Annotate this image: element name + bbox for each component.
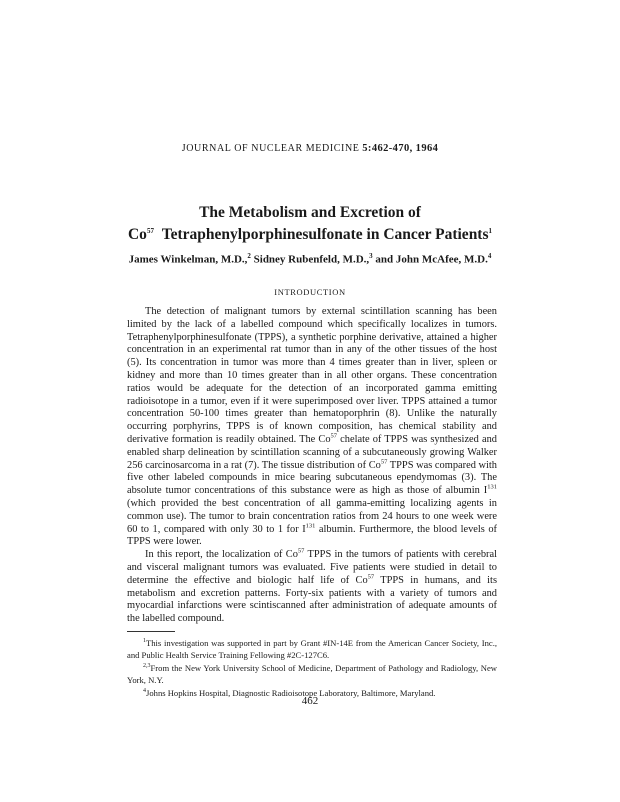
footnotes <box>127 638 497 702</box>
title-compound: Tetraphenylporphinesulfonate in Cancer Patients <box>161 226 489 244</box>
p1-text-b: chelate of TPPS was synthesized and enabled sharp delineation by scintillation scanning of a subcutaneously growing Walker 256 carcinosarcoma in a rat (7). The tissue distribution of Co <box>127 433 497 471</box>
p2-text-b: TPPS in the tumors of patients with cerebral and visceral malignant tumors was evaluated. Five patients were studied in detail to determine the effective and biologic half life of Co <box>127 549 497 586</box>
footnote-2-mark: 2,3 <box>143 663 151 670</box>
p1-sup-1: 57 <box>330 432 338 440</box>
p1-text-d: (which provided the best concentration of all gamma-emitting localizing agents in common use). The tumor to brain concentration ratios from 24 hours to one week were 60 to 1, compared with only 30 to 1 for I <box>127 497 497 535</box>
p2-sup-1: 57 <box>297 547 305 555</box>
p2-sup-2: 57 <box>367 573 375 581</box>
paragraph-1 <box>127 306 497 549</box>
p2-text-c: TPPS in humans, and its metabolism and excretion patterns. Forty-six patients with a variety of tumors and myocardial infarctions were scintiscanned after administration of adequate amounts of the labelled compound. <box>127 574 497 625</box>
footnote-2-text: From the New York University School of Medicine, Department of Pathology and Radiology, New York, N.Y. <box>127 663 497 685</box>
p1-text-e: albumin. Furthermore, the blood levels of TPPS were lower. <box>127 523 497 548</box>
p1-text-a: The detection of malignant tumors by external scintillation scanning has been limited by the lack of a labelled compound which specifically localizes in tumors. Tetraphenylporphinesulfonate (TPPS), a synthetic porphine derivative, attained a higher concentration in an experimental rat tumor than in any of the other tissues of the host (5). Its concentration in tumor was more than 4 times greater than in liver, spleen or kidney and more than 10 times greater than in all other organs. These concentration ratios would be adequate for the detection of an incorporated gamma emitting radioisotope in a tumor, even if it were superimposed over liver. TPPS attained a tumor concentration 50-100 times greater than hematoporphrin (8). Unlike the naturally occurring porphyrins, TPPS is of known composition, has chemical stability and derivative formation is readily obtained. The Co <box>127 306 497 445</box>
footnote-2 <box>127 663 497 686</box>
author-line <box>40 252 580 266</box>
footnote-1-text: This investigation was supported in part by Grant #IN-14E from the American Cancer Society, Inc., and Public Health Service Training Fellowing #2C-127C6. <box>127 638 497 660</box>
body-text <box>127 306 497 626</box>
article-title <box>40 203 580 244</box>
author-2-note: 3 <box>369 252 373 260</box>
author-2: Sidney Rubenfeld, M.D., <box>253 253 370 266</box>
title-element: Co <box>127 226 147 244</box>
author-1-note: 2 <box>247 252 251 260</box>
paragraph-2 <box>127 549 497 626</box>
running-header <box>0 143 620 154</box>
footnote-1 <box>127 638 497 661</box>
section-heading: INTRODUCTION <box>274 287 346 297</box>
journal-citation: 5:462-470, 1964 <box>362 143 439 154</box>
author-3-note: 4 <box>487 252 492 260</box>
p1-sup-3: 131 <box>487 483 497 491</box>
title-footnote-mark: 1 <box>488 227 493 235</box>
footnote-divider <box>127 631 175 632</box>
author-conjunction: and <box>375 253 394 266</box>
footnote-3-text: Johns Hopkins Hospital, Diagnostic Radioisotope Laboratory, Baltimore, Maryland. <box>146 688 436 698</box>
journal-name: JOURNAL OF NUCLEAR MEDICINE <box>181 143 360 154</box>
p2-text-a: In this report, the localization of Co <box>145 549 298 561</box>
title-line-2 <box>40 222 580 244</box>
p1-sup-2: 57 <box>380 458 388 466</box>
footnote-1-mark: 1 <box>143 638 146 645</box>
p1-text-c: TPPS was compared with five other labeled compounds in mice bearing subcutaneous ependymomas (3). The absolute tumor concentrations of this substance were as high as those of albumin I <box>127 459 498 497</box>
author-1: James Winkelman, M.D., <box>128 253 248 266</box>
page-number: 462 <box>301 695 319 707</box>
author-3: John McAfee, M.D. <box>395 253 488 266</box>
p1-sup-4: 131 <box>305 522 316 530</box>
title-isotope-superscript: 57 <box>146 227 154 235</box>
footnote-3-mark: 4 <box>143 688 146 695</box>
title-line-1: The Metabolism and Excretion of <box>199 204 421 221</box>
